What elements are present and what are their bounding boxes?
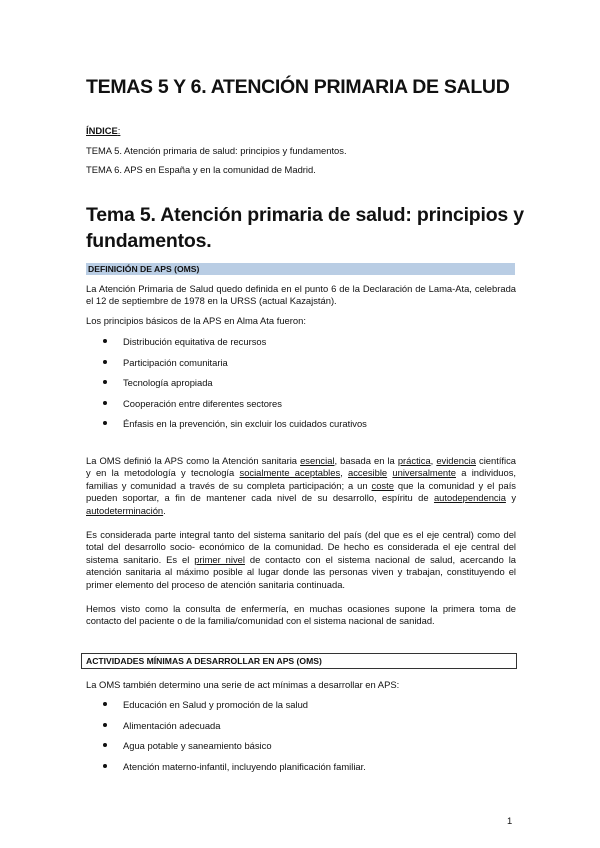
list-item-text: Atención materno-infantil, incluyendo planificación familiar. — [123, 760, 366, 772]
bullet-icon — [103, 743, 107, 747]
underlined-term: socialmente aceptables — [239, 467, 341, 479]
underlined-term: universalmente — [392, 467, 456, 479]
list-item — [103, 720, 523, 741]
list-item — [103, 761, 523, 782]
index-label: ÍNDICE: — [86, 125, 121, 136]
underlined-term: práctica — [397, 455, 431, 466]
paragraph-actividades-intro: La OMS también determino una serie de act mínimas a desarrollar en APS: — [86, 679, 400, 690]
paragraph-parte-integral — [86, 529, 516, 591]
index-item-tema6: TEMA 6. APS en España y en la comunidad de Madrid. — [86, 164, 316, 175]
underlined-term: coste — [371, 479, 394, 491]
underlined-term: accesible — [348, 467, 388, 479]
list-item — [103, 699, 523, 720]
text-run: y — [505, 492, 517, 504]
paragraph-principios-intro: Los principios básicos de la APS en Alma Ata fueron: — [86, 315, 306, 326]
list-item-text: Énfasis en la prevención, sin excluir los cuidados curativos — [123, 418, 367, 429]
text-run: La OMS definió la APS como la Atención sanitaria — [86, 455, 301, 466]
bullet-icon — [103, 702, 107, 706]
list-item-text: Alimentación adecuada — [123, 719, 221, 731]
list-item-text: Agua potable y saneamiento básico — [123, 740, 272, 751]
list-item-text: Educación en Salud y promoción de la salud — [123, 699, 309, 710]
text-run: . — [163, 504, 166, 516]
text-run: , — [430, 455, 437, 466]
bullet-icon — [103, 421, 107, 425]
paragraph-oms-definicion — [86, 455, 516, 517]
list-item-text: Tecnología apropiada — [123, 377, 213, 388]
list-item — [103, 357, 523, 378]
bullet-icon — [103, 360, 107, 364]
list-item — [103, 377, 523, 398]
text-run: , basada en la — [334, 455, 398, 466]
index-label-text: ÍNDICE — [86, 125, 118, 136]
bullet-icon — [103, 764, 107, 768]
text-run: , — [340, 467, 349, 479]
paragraph-consulta-enfermeria: Hemos visto como la consulta de enfermería, en muchas ocasiones supone la primera toma de contacto del paciente o de la familia/comunidad con el sistema nacional de sanidad. — [86, 603, 516, 627]
text-run: de contacto con el sistema nacional de salud, acercando la atención sanitaria al máximo posible al lugar donde las personas viven y trabajan, constituyendo el primer elemento del proceso de atención sanitaria continuada. — [86, 553, 517, 590]
bullet-icon — [103, 339, 107, 343]
document-title: TEMAS 5 Y 6. ATENCIÓN PRIMARIA DE SALUD — [86, 76, 510, 98]
underlined-term: evidencia — [436, 455, 476, 466]
section-heading-definicion: DEFINICIÓN DE APS (OMS) — [86, 263, 515, 275]
principles-list — [103, 336, 523, 439]
list-item-text: Cooperación entre diferentes sectores — [123, 397, 282, 409]
page-number: 1 — [507, 815, 513, 826]
chapter-title: Tema 5. Atención primaria de salud: principios y fundamentos. — [86, 204, 524, 252]
index-item-tema5: TEMA 5. Atención primaria de salud: principios y fundamentos. — [86, 145, 347, 156]
text-run: Es considerada parte integral tanto del sistema sanitario del país (del que es el eje central) como del total del desarrollo socio- económico de la comunidad. De hecho es considerada el eje central del sistema sanitario. Es el — [86, 529, 516, 565]
underlined-term: autodependencia — [433, 492, 506, 504]
list-item — [103, 336, 523, 357]
text-run: que la comunidad y el país pueden soportar, a fin de mantener cada nivel de su desarrollo, espíritu de — [86, 479, 516, 504]
underlined-term: autodeterminación — [86, 504, 164, 516]
list-item-text: Distribución equitativa de recursos — [123, 336, 267, 347]
section-heading-actividades: ACTIVIDADES MÍNIMAS A DESARROLLAR EN APS (OMS) — [81, 653, 517, 669]
list-item — [103, 740, 523, 761]
paragraph-definicion-intro: La Atención Primaria de Salud quedo definida en el punto 6 de la Declaración de Lama-Ata, celebrada el 12 de septiembre de 1978 en la URSS (actual Kazajstán). — [86, 283, 516, 307]
bullet-icon — [103, 401, 107, 405]
bullet-icon — [103, 380, 107, 384]
list-item — [103, 418, 523, 439]
text-run: científica y en la metodología y tecnología — [86, 455, 517, 479]
activities-list — [103, 699, 523, 781]
text-run: a individuos, familias y comunidad a través de su completa participación; a un — [86, 467, 516, 491]
underlined-term: esencial — [300, 455, 335, 466]
list-item — [103, 398, 523, 419]
list-item-text: Participación comunitaria — [123, 356, 228, 368]
underlined-term: primer nivel — [194, 553, 245, 565]
bullet-icon — [103, 723, 107, 727]
